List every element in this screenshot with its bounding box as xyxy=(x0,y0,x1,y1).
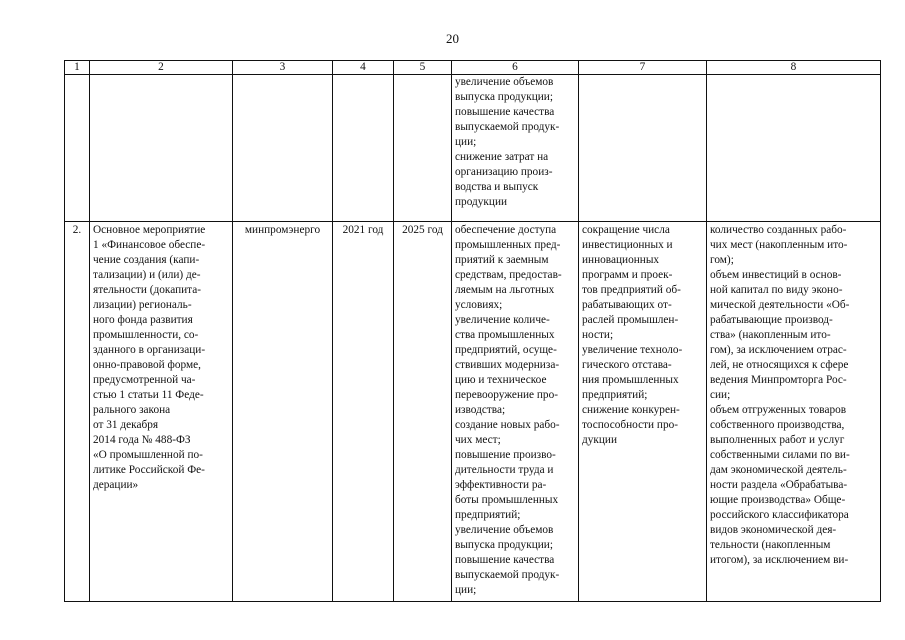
table-row xyxy=(65,222,881,602)
column-number: 5 xyxy=(394,61,452,75)
column-number-row xyxy=(65,61,881,75)
consequences-cell xyxy=(579,75,707,222)
column-number: 2 xyxy=(90,61,233,75)
start-year-cell: 2021 год xyxy=(333,222,394,602)
column-number: 8 xyxy=(707,61,881,75)
row-number-cell xyxy=(65,75,90,222)
expected-results-cell: обеспечение доступа промышленных пред- приятий к заемным средствам, предостав- ляемым на льготных условиях; увеличение количе- ства промышленных предприятий, осуще- ствивших модерниза- цию и техническое перевооружение про- изводства; создание новых рабо- чих мест; повышение произво- дительности труда и эффективности ра- боты промышленных предприятий; увеличение объемов выпуска продукции; повышение качества выпускаемой продук- ции; xyxy=(452,222,579,602)
measure-name-cell: Основное мероприятие 1 «Финансовое обеспе- чение создания (капи- тализации) и (или) де- ятельности (докапита- лизации) региональ- ного фонда развития промышленности, со- зданного в организаци- онно-правовой форме, предусмотренной ча- стью 1 статьи 11 Феде- рального закона от 31 декабря 2014 года № 488-ФЗ «О промышленной по- литике Российской Фе- дерации» xyxy=(90,222,233,602)
start-year-cell xyxy=(333,75,394,222)
end-year-cell xyxy=(394,75,452,222)
row-number-cell: 2. xyxy=(65,222,90,602)
end-year-cell: 2025 год xyxy=(394,222,452,602)
indicators-cell: количество созданных рабо- чих мест (накопленным ито- гом); объем инвестиций в основ- ной капитал по виду эконо- мической деятельности «Об- рабатывающие производ- ства» (накопленным ито- гом), за исключением отрас- лей, не относящихся к сфере ведения Минпромторга Рос- сии; объем отгруженных товаров собственного производства, выполненных работ и услуг собственными силами по ви- дам экономической деятель- ности раздела «Обрабатыва- ющие производства» Обще- российского классификатора видов экономической дея- тельности (накопленным итогом), за исключением ви- xyxy=(707,222,881,602)
column-number: 6 xyxy=(452,61,579,75)
consequences-cell: сокращение числа инвестиционных и инновационных программ и проек- тов предприятий об- рабатывающих от- раслей промышлен- ности; увеличение техноло- гического отстава- ния промышленных предприятий; снижение конкурен- тоспособности про- дукции xyxy=(579,222,707,602)
column-number: 1 xyxy=(65,61,90,75)
indicators-cell xyxy=(707,75,881,222)
page-number: 20 xyxy=(446,31,459,46)
column-number: 7 xyxy=(579,61,707,75)
executor-cell xyxy=(233,75,333,222)
expected-results-cell: увеличение объемов выпуска продукции; повышение качества выпускаемой продук- ции; снижение затрат на организацию произ- водства и выпуск продукции xyxy=(452,75,579,222)
column-number: 3 xyxy=(233,61,333,75)
column-number: 4 xyxy=(333,61,394,75)
measure-name-cell xyxy=(90,75,233,222)
program-table xyxy=(64,60,881,602)
executor-cell: минпромэнерго xyxy=(233,222,333,602)
table-row-continuation xyxy=(65,75,881,222)
